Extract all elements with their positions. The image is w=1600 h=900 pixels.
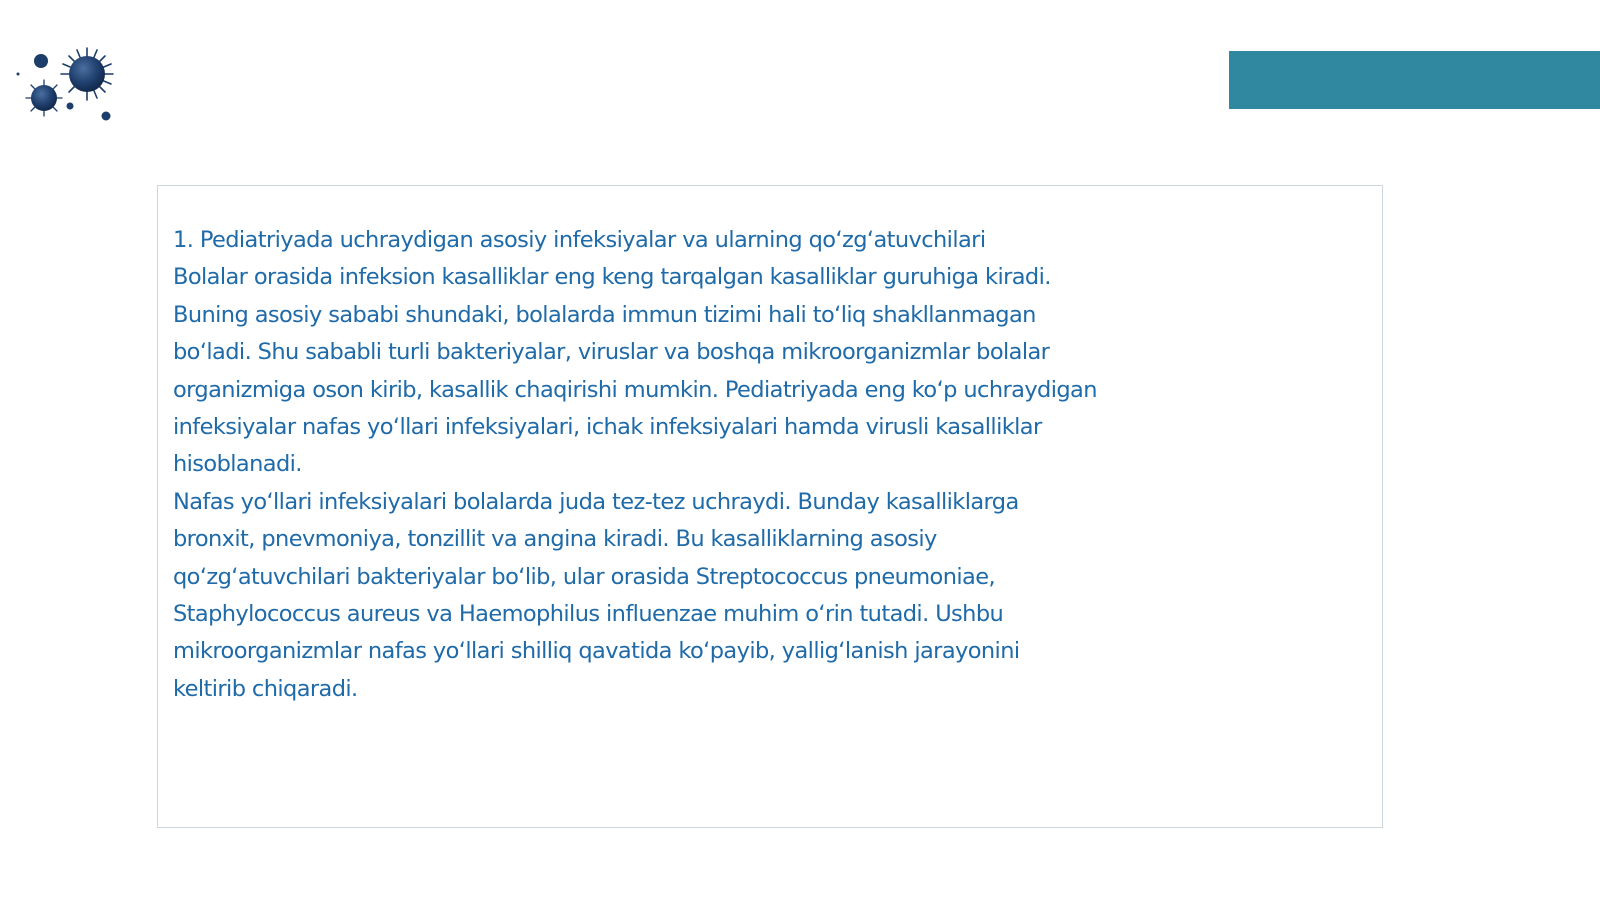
accent-bar bbox=[1229, 51, 1600, 109]
text-line: Bolalar orasida infeksion kasalliklar eng keng tarqalgan kasalliklar guruhiga kiradi. bbox=[173, 264, 1051, 291]
virus-dot-icon bbox=[67, 103, 74, 110]
body-text bbox=[173, 222, 1363, 708]
virus-medium-icon bbox=[26, 80, 62, 116]
text-line: 1. Pediatriyada uchraydigan asosiy infeksiyalar va ularning qo‘zg‘atuvchilari bbox=[173, 227, 986, 253]
text-line: hisoblanadi. bbox=[173, 451, 302, 478]
text-line: Buning asosiy sababi shundaki, bolalarda immun tizimi hali to‘liq shakllanmagan bbox=[173, 301, 1036, 328]
text-line: mikroorganizmlar nafas yo‘llari shilliq qavatida ko‘payib, yallig‘lanish jarayonini bbox=[173, 638, 1020, 665]
virus-dot-icon bbox=[17, 73, 20, 76]
text-line: Staphylococcus aureus va Haemophilus influenzae muhim o‘rin tutadi. Ushbu bbox=[173, 601, 1004, 628]
virus-dot-icon bbox=[102, 112, 111, 121]
virus-large-icon bbox=[61, 48, 113, 100]
text-box bbox=[157, 185, 1383, 828]
text-line: keltirib chiqaradi. bbox=[173, 675, 358, 702]
text-line: Nafas yo‘llari infeksiyalari bolalarda juda tez-tez uchraydi. Bunday kasalliklarga bbox=[173, 488, 1019, 515]
text-line: organizmiga oson kirib, kasallik chaqirishi mumkin. Pediatriyada eng ko‘p uchraydigan bbox=[173, 376, 1097, 403]
text-line: bronxit, pnevmoniya, tonzillit va angina kiradi. Bu kasalliklarning asosiy bbox=[173, 526, 937, 553]
text-line: infeksiyalar nafas yo‘llari infeksiyalari, ichak infeksiyalari hamda virusli kasalliklar bbox=[173, 414, 1042, 441]
text-line: bo‘ladi. Shu sababli turli bakteriyalar, viruslar va boshqa mikroorganizmlar bolalar bbox=[173, 339, 1050, 366]
virus-small-icon bbox=[34, 54, 48, 68]
virus-cluster-icon bbox=[12, 40, 122, 130]
text-line: qo‘zg‘atuvchilari bakteriyalar bo‘lib, ular orasida Streptococcus pneumoniae, bbox=[173, 563, 996, 590]
